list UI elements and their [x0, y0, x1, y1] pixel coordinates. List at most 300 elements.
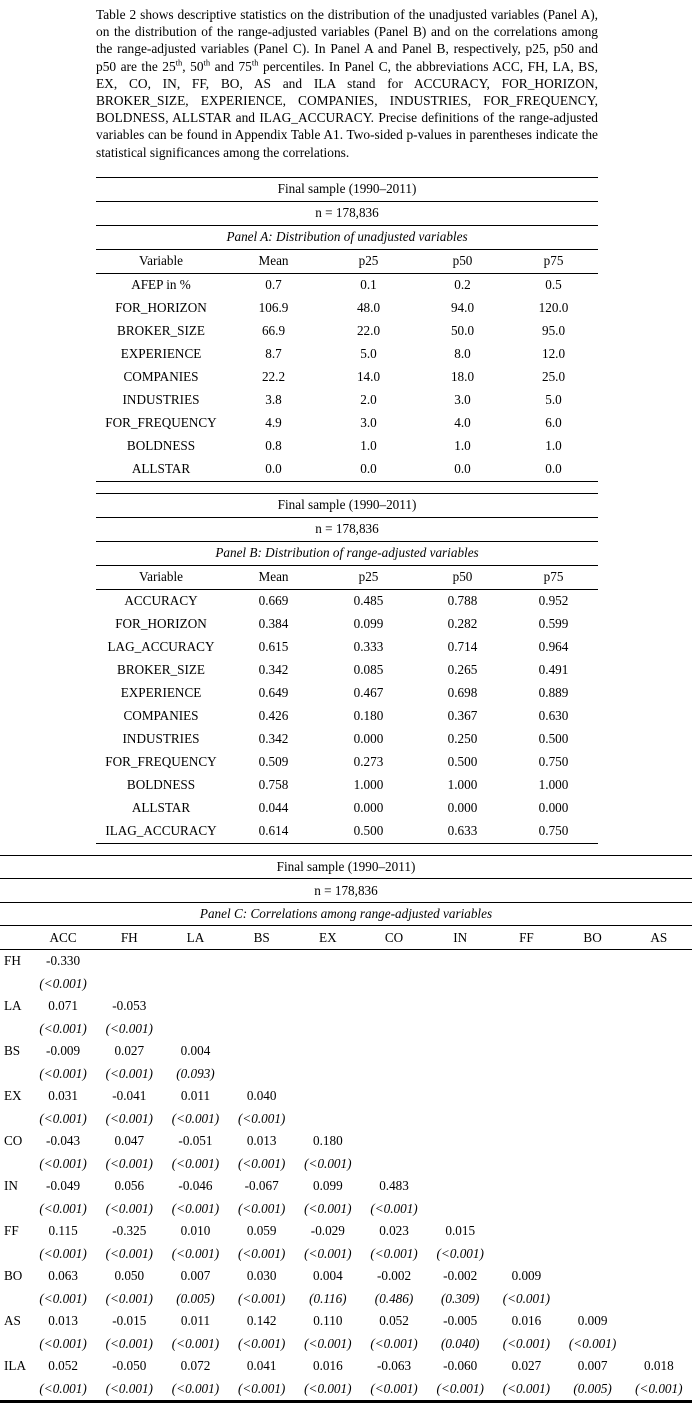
correlation-cell: 0.030: [246, 1268, 277, 1284]
correlation-cell: -0.049: [46, 1178, 81, 1194]
statistic-cell: 94.0: [450, 300, 475, 316]
panel-a-table: [96, 177, 598, 482]
sample-title: Final sample (1990–2011): [96, 493, 598, 517]
sample-title-row: [96, 177, 598, 201]
row-label-spacer: [0, 1242, 30, 1265]
correlation-cell: 0.180: [313, 1133, 343, 1149]
correlation-cell: 0.018: [644, 1358, 674, 1374]
row-label: ILA: [4, 1358, 26, 1374]
column-header: p50: [416, 249, 509, 273]
p-value-cell: (<0.001): [502, 1380, 551, 1396]
p-value-cell: (<0.001): [105, 1335, 153, 1351]
p-value-cell: [361, 1017, 427, 1040]
correlation-cell: 0.041: [246, 1358, 277, 1374]
p-value-cell: (<0.001): [39, 975, 87, 991]
correlation-cell: [493, 1130, 559, 1153]
correlation-cell: -0.063: [376, 1358, 412, 1374]
p-value-cell: (<0.001): [304, 1335, 352, 1351]
correlation-cell: [560, 1175, 626, 1198]
p-value-cell: [626, 972, 692, 995]
correlation-cell: [427, 1175, 493, 1198]
statistic-cell: 0.698: [447, 685, 478, 701]
p-value-row: [0, 1377, 692, 1401]
correlation-cell: [560, 1130, 626, 1153]
p-value-cell: [229, 972, 295, 995]
correlation-cell: [560, 1265, 626, 1288]
variable-name-cell: BROKER_SIZE: [117, 323, 205, 339]
statistic-cell: 0.467: [353, 685, 384, 701]
p-value-cell: (<0.001): [370, 1200, 418, 1216]
p-value-cell: (<0.001): [237, 1200, 286, 1216]
statistic-cell: 0.265: [447, 662, 478, 678]
statistic-cell: 0.000: [447, 800, 478, 816]
p-value-cell: (<0.001): [502, 1335, 551, 1351]
p-value-cell: [560, 1287, 626, 1310]
p-value-cell: (<0.001): [237, 1245, 286, 1261]
statistic-cell: 1.0: [360, 438, 377, 454]
statistic-cell: 1.000: [447, 777, 478, 793]
correlation-cell: 0.115: [48, 1223, 78, 1239]
p-value-cell: [295, 972, 361, 995]
correlation-cell: 0.072: [180, 1358, 211, 1374]
column-header: p75: [509, 565, 598, 589]
correlation-row: [0, 1310, 692, 1333]
p-value-cell: (<0.001): [39, 1110, 87, 1126]
panel-c-table: [0, 855, 692, 1403]
p-value-cell: (<0.001): [436, 1380, 484, 1396]
p-value-cell: (<0.001): [237, 1290, 286, 1306]
statistic-cell: 0.5: [545, 277, 562, 293]
statistic-cell: 1.000: [538, 777, 569, 793]
column-header: IN: [427, 926, 493, 950]
variable-name-cell: FOR_HORIZON: [115, 616, 207, 632]
correlation-cell: [560, 949, 626, 972]
panel-b-title: Panel B: Distribution of range-adjusted variables: [96, 541, 598, 565]
variable-name-cell: FOR_HORIZON: [115, 300, 207, 316]
p-value-cell: (<0.001): [304, 1200, 352, 1216]
correlation-row: [0, 1355, 692, 1378]
correlation-cell: [162, 995, 228, 1018]
table-row: [96, 820, 598, 844]
correlation-cell: -0.005: [443, 1313, 478, 1329]
p-value-cell: [427, 972, 493, 995]
p-value-cell: (<0.001): [370, 1335, 418, 1351]
correlation-cell: -0.046: [178, 1178, 213, 1194]
row-label-spacer: [0, 1062, 30, 1085]
p-value-cell: (<0.001): [39, 1290, 87, 1306]
row-label: FH: [4, 953, 21, 969]
statistic-cell: 4.9: [265, 415, 282, 431]
p-value-cell: (<0.001): [105, 1380, 153, 1396]
table-row: [96, 297, 598, 320]
correlation-cell: 0.009: [577, 1313, 608, 1329]
correlation-cell: -0.067: [244, 1178, 279, 1194]
p-value-cell: (<0.001): [370, 1245, 418, 1261]
p-value-cell: [361, 972, 427, 995]
correlation-cell: 0.027: [114, 1043, 145, 1059]
statistic-cell: 1.0: [454, 438, 471, 454]
correlation-cell: -0.041: [112, 1088, 147, 1104]
p-value-cell: [493, 1017, 559, 1040]
p-value-cell: [626, 1062, 692, 1085]
correlation-cell: 0.031: [48, 1088, 78, 1104]
sample-size-row: [0, 879, 692, 903]
caption-text: percentiles. In Panel C, the abbreviations ACC, FH, LA, BS, EX, CO, IN, FF, BO, AS and ILA stand for ACCURACY, FOR_HORIZON, BROKER_SIZE, EXPERIENCE, COMPANIES, INDUSTRIES, FOR_FREQUENCY, BOLDNESS, ALLSTAR and ILAG_ACCURACY. Precise definitions of the range-adjusted variables can be found in Appendix Table A1. Two-sided p-values in parentheses indicate the statistical significances among the correlations.: [96, 58, 598, 160]
p-value-cell: (<0.001): [39, 1245, 87, 1261]
statistic-cell: 8.0: [454, 346, 471, 362]
variable-name-cell: ALLSTAR: [131, 461, 191, 477]
correlation-row: [0, 1130, 692, 1153]
correlation-row: [0, 1175, 692, 1198]
correlation-cell: -0.330: [46, 953, 81, 969]
correlation-cell: -0.009: [46, 1043, 81, 1059]
correlation-row: [0, 949, 692, 972]
row-label-spacer: [0, 1332, 30, 1355]
correlation-cell: [229, 995, 295, 1018]
correlation-cell: 0.016: [313, 1358, 343, 1374]
correlation-cell: [295, 1040, 361, 1063]
statistic-cell: 0.000: [538, 800, 569, 816]
correlation-cell: [295, 995, 361, 1018]
statistic-cell: 6.0: [545, 415, 562, 431]
statistic-cell: 4.0: [454, 415, 471, 431]
row-label-spacer: [0, 972, 30, 995]
correlation-cell: [560, 1040, 626, 1063]
statistic-cell: 8.7: [265, 346, 282, 362]
correlation-row: [0, 1040, 692, 1063]
row-label-spacer: [0, 1107, 30, 1130]
p-value-row: [0, 1332, 692, 1355]
statistic-cell: 5.0: [545, 392, 562, 408]
statistic-cell: 0.085: [353, 662, 384, 678]
row-label: BO: [4, 1268, 23, 1284]
p-value-row: [0, 1242, 692, 1265]
statistic-cell: 0.8: [265, 438, 282, 454]
column-header: ACC: [30, 926, 96, 950]
statistic-cell: 2.0: [360, 392, 377, 408]
p-value-cell: (0.486): [374, 1290, 414, 1306]
correlation-cell: [560, 995, 626, 1018]
p-value-cell: (<0.001): [39, 1020, 87, 1036]
column-header: Mean: [226, 249, 321, 273]
statistic-cell: 0.599: [538, 616, 569, 632]
column-header: EX: [295, 926, 361, 950]
statistic-cell: 0.342: [258, 731, 289, 747]
table-row: [96, 682, 598, 705]
variable-name-cell: EXPERIENCE: [120, 685, 202, 701]
statistic-cell: 0.0: [545, 461, 562, 477]
variable-name-cell: INDUSTRIES: [122, 392, 200, 408]
correlation-cell: [560, 1085, 626, 1108]
p-value-cell: (<0.001): [171, 1110, 220, 1126]
p-value-cell: [295, 1062, 361, 1085]
column-header: Mean: [226, 565, 321, 589]
p-value-cell: [427, 1062, 493, 1085]
statistic-cell: 0.342: [258, 662, 289, 678]
column-header: p75: [509, 249, 598, 273]
statistic-cell: 0.615: [258, 639, 289, 655]
statistic-cell: 0.485: [353, 593, 384, 609]
correlation-cell: -0.002: [443, 1268, 478, 1284]
statistic-cell: 0.758: [258, 777, 289, 793]
statistic-cell: 0.669: [258, 593, 289, 609]
statistic-cell: 0.614: [258, 823, 289, 839]
statistic-cell: 0.633: [447, 823, 478, 839]
statistic-cell: 22.2: [261, 369, 286, 385]
p-value-cell: (<0.001): [105, 1065, 153, 1081]
correlation-cell: 0.004: [180, 1043, 211, 1059]
correlation-cell: [361, 995, 427, 1018]
variable-name-cell: INDUSTRIES: [122, 731, 200, 747]
correlation-cell: [493, 995, 559, 1018]
correlation-cell: -0.050: [112, 1358, 147, 1374]
statistic-cell: 1.0: [545, 438, 562, 454]
statistic-cell: 0.964: [538, 639, 569, 655]
header-row: [96, 565, 598, 589]
correlation-cell: -0.051: [178, 1133, 213, 1149]
correlation-cell: 0.023: [379, 1223, 409, 1239]
correlation-cell: 0.007: [577, 1358, 608, 1374]
p-value-cell: (<0.001): [237, 1335, 286, 1351]
table-row: [96, 659, 598, 682]
row-label-spacer: [0, 1377, 30, 1401]
correlation-cell: 0.483: [379, 1178, 409, 1194]
correlation-cell: [229, 1040, 295, 1063]
corner-cell: [0, 926, 30, 950]
p-value-cell: [427, 1152, 493, 1175]
row-label-spacer: [0, 1197, 30, 1220]
p-value-cell: [626, 1152, 692, 1175]
correlation-cell: [361, 1040, 427, 1063]
correlation-cell: -0.015: [112, 1313, 147, 1329]
table-row: [96, 412, 598, 435]
caption-text: , 50: [182, 58, 204, 74]
variable-name-cell: ILAG_ACCURACY: [105, 823, 217, 839]
caption-superscript: th: [203, 57, 211, 68]
statistic-cell: 1.000: [353, 777, 384, 793]
correlation-cell: [626, 1265, 692, 1288]
caption-superscript: th: [175, 57, 183, 68]
table-row: [96, 273, 598, 297]
table-row: [96, 797, 598, 820]
correlation-cell: [427, 1130, 493, 1153]
caption-text: and 75: [210, 58, 252, 74]
statistic-cell: 22.0: [356, 323, 381, 339]
correlation-cell: -0.053: [112, 998, 147, 1014]
variable-name-cell: BOLDNESS: [126, 438, 196, 454]
p-value-row: [0, 1152, 692, 1175]
p-value-cell: (<0.001): [171, 1380, 220, 1396]
p-value-cell: (<0.001): [105, 1200, 153, 1216]
p-value-cell: (<0.001): [237, 1380, 286, 1396]
statistic-cell: 3.8: [265, 392, 282, 408]
statistic-cell: 66.9: [261, 323, 286, 339]
p-value-row: [0, 1287, 692, 1310]
p-value-cell: (0.309): [440, 1290, 480, 1306]
correlation-cell: 0.071: [48, 998, 78, 1014]
table-row: [96, 705, 598, 728]
p-value-row: [0, 1107, 692, 1130]
p-value-cell: (<0.001): [635, 1380, 683, 1396]
p-value-cell: [361, 1152, 427, 1175]
correlation-cell: [626, 949, 692, 972]
column-header: p50: [416, 565, 509, 589]
p-value-cell: (<0.001): [39, 1335, 87, 1351]
p-value-cell: [626, 1332, 692, 1355]
correlation-row: [0, 995, 692, 1018]
correlation-cell: -0.325: [112, 1223, 147, 1239]
correlation-cell: [427, 1040, 493, 1063]
column-header: p25: [321, 249, 416, 273]
p-value-cell: (<0.001): [237, 1155, 286, 1171]
correlation-cell: 0.063: [48, 1268, 78, 1284]
p-value-cell: (<0.001): [105, 1110, 153, 1126]
p-value-cell: [229, 1062, 295, 1085]
correlation-cell: 0.011: [180, 1088, 211, 1104]
column-header: p25: [321, 565, 416, 589]
p-value-cell: [162, 1017, 228, 1040]
p-value-cell: [295, 1107, 361, 1130]
p-value-cell: [626, 1197, 692, 1220]
p-value-cell: [560, 1152, 626, 1175]
p-value-cell: [493, 1242, 559, 1265]
statistic-cell: 106.9: [258, 300, 289, 316]
statistic-cell: 18.0: [450, 369, 475, 385]
correlation-cell: [361, 949, 427, 972]
correlation-cell: 0.011: [180, 1313, 211, 1329]
statistic-cell: 0.367: [447, 708, 478, 724]
sample-size: n = 178,836: [96, 201, 598, 225]
table-row: [96, 320, 598, 343]
row-label-spacer: [0, 1287, 30, 1310]
correlation-cell: [427, 1085, 493, 1108]
correlation-cell: [560, 1220, 626, 1243]
sample-size: n = 178,836: [0, 879, 692, 903]
p-value-cell: (<0.001): [171, 1245, 220, 1261]
statistic-cell: 0.649: [258, 685, 289, 701]
p-value-cell: (<0.001): [39, 1065, 87, 1081]
table-row: [96, 589, 598, 613]
statistic-cell: 3.0: [454, 392, 471, 408]
variable-name-cell: BOLDNESS: [126, 777, 196, 793]
variable-name-cell: COMPANIES: [123, 708, 199, 724]
p-value-cell: [626, 1242, 692, 1265]
row-label: BS: [4, 1043, 21, 1059]
sample-size: n = 178,836: [96, 517, 598, 541]
row-label: CO: [4, 1133, 23, 1149]
p-value-row: [0, 972, 692, 995]
p-value-cell: [493, 1107, 559, 1130]
statistic-cell: 0.426: [258, 708, 289, 724]
correlation-cell: -0.060: [443, 1358, 478, 1374]
statistic-cell: 0.2: [454, 277, 471, 293]
p-value-cell: [162, 972, 228, 995]
correlation-cell: [295, 949, 361, 972]
table-row: [96, 751, 598, 774]
correlation-cell: [493, 1175, 559, 1198]
column-header: AS: [626, 926, 692, 950]
p-value-cell: [427, 1107, 493, 1130]
p-value-cell: (<0.001): [237, 1110, 286, 1126]
correlation-cell: 0.016: [511, 1313, 542, 1329]
correlation-cell: [295, 1085, 361, 1108]
statistic-cell: 5.0: [360, 346, 377, 362]
p-value-cell: [626, 1107, 692, 1130]
correlation-cell: [162, 949, 228, 972]
statistic-cell: 0.630: [538, 708, 569, 724]
statistic-cell: 0.750: [538, 823, 569, 839]
correlation-cell: 0.007: [180, 1268, 211, 1284]
correlation-cell: [626, 1220, 692, 1243]
correlation-row: [0, 1085, 692, 1108]
correlation-cell: 0.015: [445, 1223, 476, 1239]
p-value-cell: (<0.001): [568, 1335, 617, 1351]
column-header: CO: [361, 926, 427, 950]
panel-title-row: [96, 225, 598, 249]
p-value-cell: (<0.001): [370, 1380, 418, 1396]
p-value-cell: (<0.001): [502, 1290, 551, 1306]
column-header: BS: [229, 926, 295, 950]
correlation-cell: 0.047: [114, 1133, 145, 1149]
correlation-cell: 0.040: [246, 1088, 277, 1104]
correlation-cell: 0.099: [313, 1178, 343, 1194]
statistic-cell: 0.099: [353, 616, 384, 632]
statistic-cell: 0.491: [538, 662, 569, 678]
correlation-cell: -0.002: [376, 1268, 412, 1284]
variable-name-cell: BROKER_SIZE: [117, 662, 205, 678]
p-value-cell: (<0.001): [171, 1155, 220, 1171]
table-row: [96, 613, 598, 636]
panel-b-table: [96, 493, 598, 844]
panel-a-title: Panel A: Distribution of unadjusted variables: [96, 225, 598, 249]
correlation-cell: [361, 1085, 427, 1108]
p-value-cell: (0.005): [573, 1380, 612, 1396]
header-row: [0, 926, 692, 950]
variable-name-cell: FOR_FREQUENCY: [105, 415, 217, 431]
correlation-cell: [361, 1130, 427, 1153]
statistic-cell: 50.0: [450, 323, 475, 339]
caption-text: Table 2 shows descriptive statistics on the distribution of the unadjusted variables (Panel A), on the distribution of the range-adjusted variables (Panel B) and on the correlations among the range-adjusted variables (Panel C). In Panel A and Panel B, respectively, p25, p50 and p50 are the 25: [96, 7, 598, 74]
p-value-cell: [626, 1287, 692, 1310]
statistic-cell: 0.044: [258, 800, 289, 816]
statistic-cell: 0.180: [353, 708, 384, 724]
p-value-cell: [626, 1017, 692, 1040]
sample-title-row: [96, 493, 598, 517]
p-value-cell: [96, 972, 162, 995]
p-value-cell: (<0.001): [304, 1245, 352, 1261]
panel-title-row: [96, 541, 598, 565]
table-caption: [96, 6, 598, 161]
correlation-cell: [626, 1175, 692, 1198]
p-value-cell: (<0.001): [105, 1020, 153, 1036]
p-value-cell: [229, 1017, 295, 1040]
p-value-cell: (0.040): [440, 1335, 480, 1351]
statistic-cell: 0.1: [360, 277, 377, 293]
p-value-cell: [493, 1062, 559, 1085]
statistic-cell: 0.000: [353, 800, 384, 816]
correlation-cell: 0.009: [511, 1268, 542, 1284]
variable-name-cell: EXPERIENCE: [120, 346, 202, 362]
correlation-cell: [626, 1310, 692, 1333]
p-value-cell: (<0.001): [105, 1155, 153, 1171]
statistic-cell: 0.282: [447, 616, 478, 632]
p-value-cell: [295, 1017, 361, 1040]
statistic-cell: 0.500: [538, 731, 569, 747]
p-value-cell: [560, 1017, 626, 1040]
correlation-cell: 0.052: [48, 1358, 78, 1374]
table-row: [96, 636, 598, 659]
variable-name-cell: COMPANIES: [123, 369, 199, 385]
